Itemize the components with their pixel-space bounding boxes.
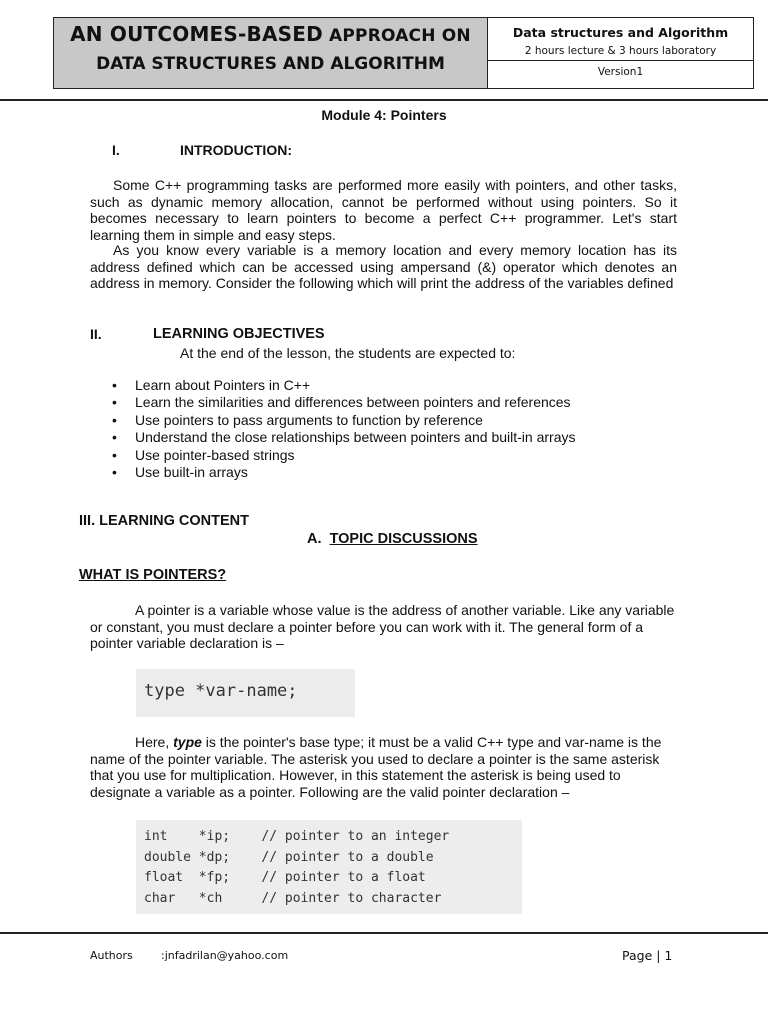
code-block-syntax: type *var-name; (136, 669, 355, 717)
header-divider (488, 60, 753, 61)
header-title-line1 (54, 22, 487, 46)
footer-rule (0, 932, 768, 934)
intro-paragraph-1: Some C++ programming tasks are performed more easily with pointers, and other tasks, such as dynamic memory allocation, cannot be performed without using pointers. So it becomes necessary to learn pointers to become a perfect C++ programmer. Let's start learning them in simple and easy steps. (90, 177, 677, 243)
objective-item: • Use built-in arrays (112, 464, 575, 481)
header-course: Data structures and Algorithm (512, 25, 729, 40)
section3-heading: III. LEARNING CONTENT (79, 513, 249, 529)
objectives-intro: At the end of the lesson, the students are expected to: (180, 345, 516, 361)
header-rule (0, 99, 768, 101)
topic-title: TOPIC DISCUSSIONS (329, 531, 478, 547)
pointer-explanation-paragraph (90, 734, 676, 800)
objective-item: • Use pointers to pass arguments to function by reference (112, 412, 575, 429)
pointer-definition-paragraph: A pointer is a variable whose value is the address of another variable. Like any variable or constant, you must declare a pointer before you can work with it. The general form of a pointer variable declaration is – (90, 602, 675, 651)
header-title-small: APPROACH ON (322, 26, 471, 46)
code-line: double *dp; // pointer to a double (144, 849, 434, 865)
section2-heading: LEARNING OBJECTIVES (153, 326, 325, 342)
objective-item: • Understand the close relationships between pointers and built-in arrays (112, 429, 575, 446)
footer-authors-label: Authors (90, 949, 133, 962)
code-line: int *ip; // pointer to an integer (144, 829, 450, 844)
section1-heading: INTRODUCTION: (180, 142, 292, 158)
what-is-pointers-heading: WHAT IS POINTERS? (79, 567, 227, 583)
header-title-line2: DATA STRUCTURES AND ALGORITHM (96, 54, 445, 74)
objectives-list (112, 377, 575, 481)
objective-item: • Use pointer-based strings (112, 447, 575, 464)
section1-numeral: I. (112, 142, 120, 158)
section2-numeral: II. (90, 326, 102, 342)
header-title-box (53, 17, 488, 89)
header-version: Version1 (597, 66, 644, 78)
footer-email[interactable]: :jnfadrilan@yahoo.com (161, 949, 289, 962)
topic-letter: A. (307, 531, 322, 547)
header-hours: 2 hours lecture & 3 hours laboratory (524, 45, 717, 57)
explanation-text-rest: is the pointer's base type; it must be a valid C++ type and var-name is the name of the pointer variable. The asterisk you used to declare a pointer is the same asterisk that you use for multiplication. However, in this statement the asterisk is being used to designate a variable as a pointer. Following are the valid pointer declaration – (90, 734, 662, 800)
header-course-box (488, 17, 754, 89)
code-line: float *fp; // pointer to a float (144, 870, 426, 885)
footer-page-number: Page | 1 (622, 948, 673, 963)
module-title: Module 4: Pointers (321, 107, 447, 123)
explanation-emphasis: type (173, 734, 202, 750)
intro-paragraph-2: As you know every variable is a memory location and every memory location has its address defined which can be accessed using ampersand (&) operator which denotes an address in memory. Consider the following which will print the address of the variables defined (90, 242, 677, 291)
code-line: char *ch // pointer to character (144, 890, 442, 906)
header-title-big: AN OUTCOMES-BASED (70, 22, 323, 46)
objective-item: • Learn the similarities and differences between pointers and references (112, 394, 575, 411)
explanation-text-start: Here, (135, 734, 174, 750)
objective-item: • Learn about Pointers in C++ (112, 377, 575, 394)
topic-heading (307, 531, 478, 548)
code-block-declarations (136, 820, 522, 914)
